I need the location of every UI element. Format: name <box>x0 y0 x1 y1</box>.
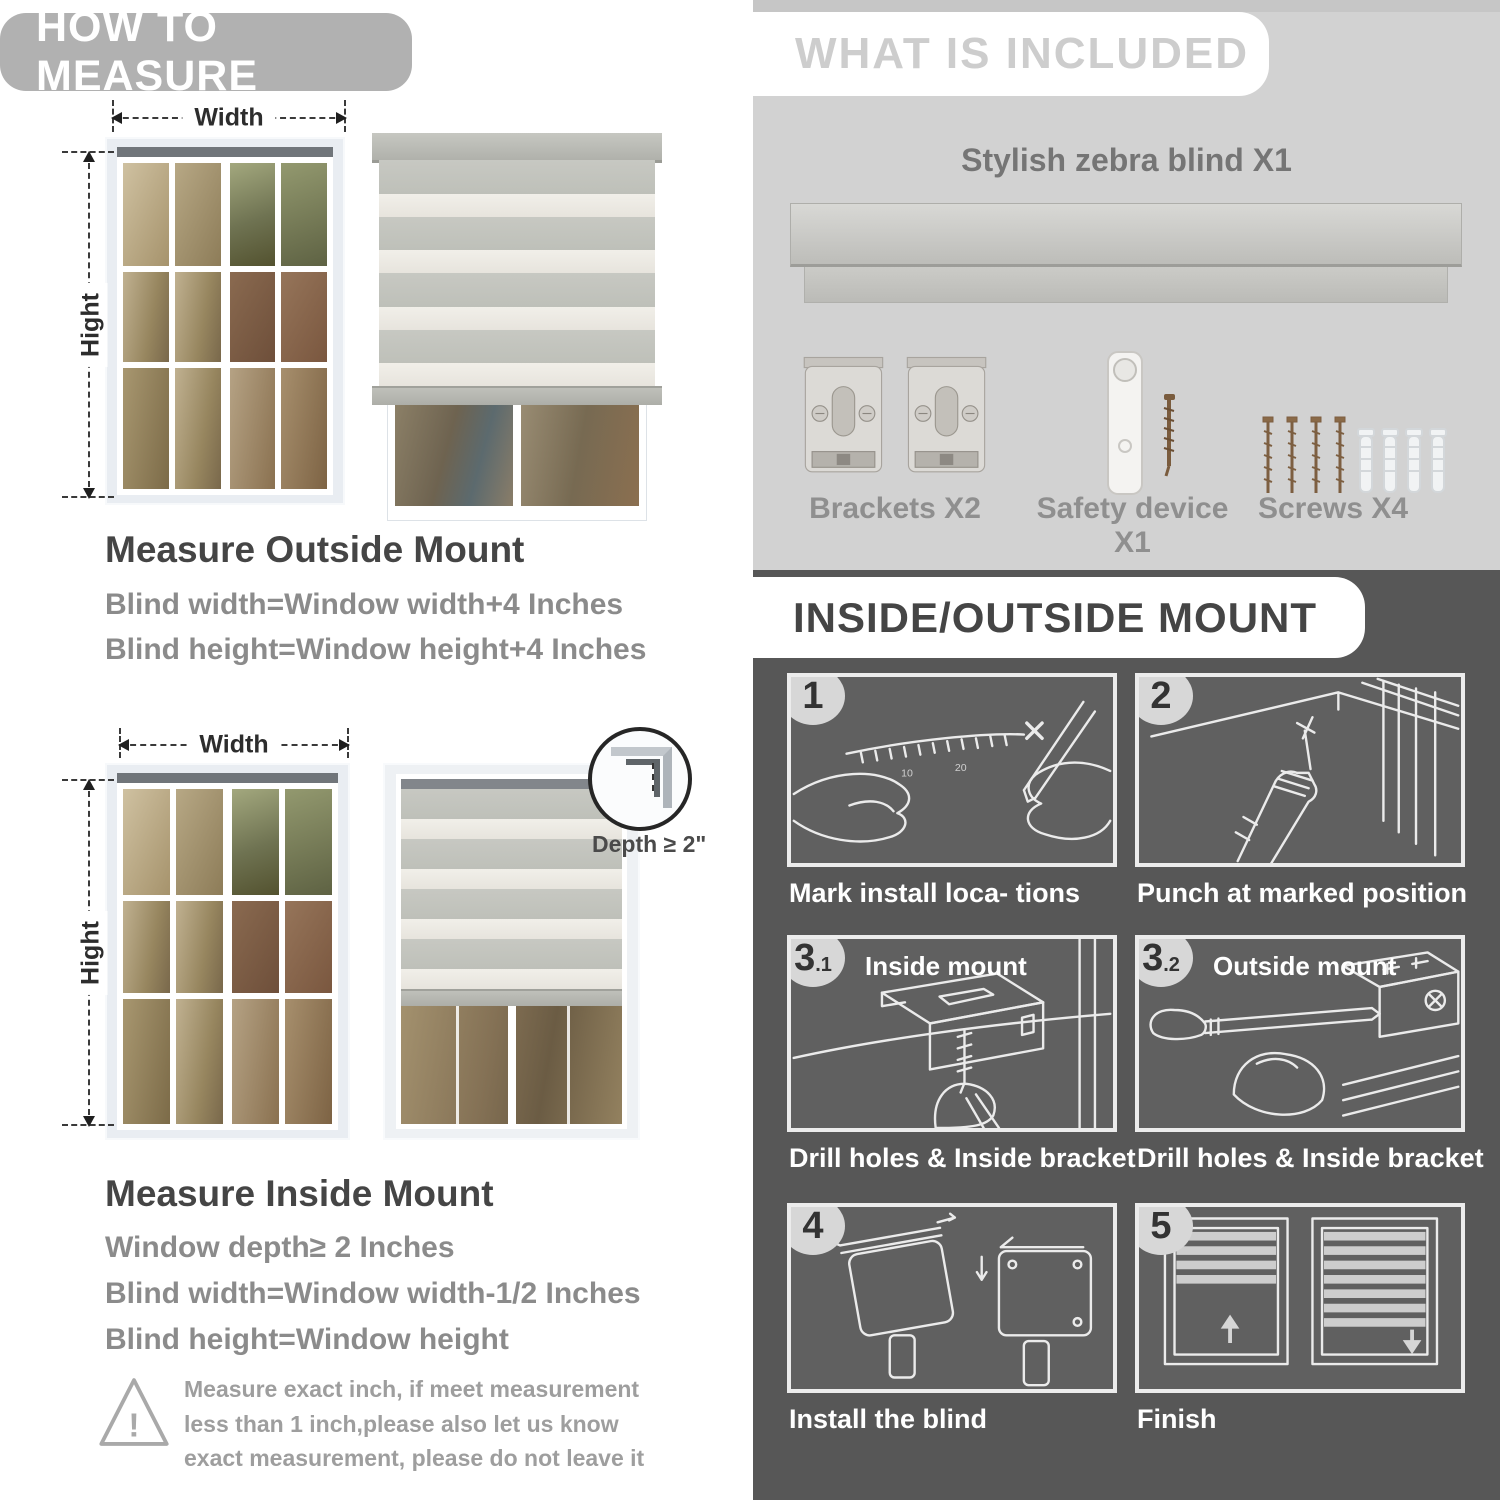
step-1-badge: 1 <box>787 673 845 725</box>
window-below-blind <box>388 385 646 520</box>
svg-text:!: ! <box>128 1407 140 1445</box>
included-top-strip <box>753 0 1500 12</box>
inside-mount-title: Measure Inside Mount <box>105 1173 494 1214</box>
step-1 <box>787 673 1117 913</box>
step-4-caption: Install the blind <box>789 1404 988 1434</box>
svg-text:10: 10 <box>901 767 913 780</box>
width-label-inside: Width <box>187 731 280 760</box>
inside-mount-tag: Inside mount <box>865 951 1027 981</box>
step-1-panel <box>787 673 1117 867</box>
inside-blind-rail <box>401 989 622 1006</box>
window-photo-inside <box>105 763 350 1140</box>
svg-text:20: 20 <box>954 761 967 774</box>
step-4 <box>787 1203 1117 1443</box>
outside-rule-height: Blind height=Window height+4 Inches <box>105 633 647 666</box>
blind-bottom-rail <box>372 386 662 405</box>
height-arrow-outside <box>76 153 105 497</box>
step-2-caption: Punch at marked position <box>1137 878 1468 908</box>
what-is-included-banner <box>753 12 1269 96</box>
step-2-panel <box>1135 673 1465 867</box>
blind-cassette <box>372 133 662 163</box>
step-3-1-badge: 3 .1 <box>787 935 845 987</box>
step-3-2 <box>1135 935 1484 1175</box>
measure-note: Measure exact inch, if meet measurement less than 1 inch,please also let us know exact measurement, please do not leave it <box>184 1376 645 1471</box>
how-to-measure-banner <box>0 3 412 100</box>
width-arrow-outside <box>113 103 345 132</box>
height-arrow-inside <box>76 781 105 1125</box>
inside-blind-fabric <box>401 789 622 989</box>
step-5-badge: 5 <box>1135 1203 1193 1255</box>
step-3-2-panel <box>1135 935 1465 1132</box>
step-5-panel <box>1135 1203 1465 1393</box>
step-3-2-badge: 3 .2 <box>1135 935 1193 987</box>
safety-device-icon <box>1088 348 1198 503</box>
height-label-outside: Hight <box>75 283 108 367</box>
depth-label: Depth ≥ 2" <box>592 831 707 857</box>
how-to-measure-title: HOW TO MEASURE <box>36 3 259 100</box>
outside-mount-tag: Outside mount <box>1213 951 1397 981</box>
inside-rule-height: Blind height=Window height <box>105 1323 509 1356</box>
height-label-inside: Hight <box>75 911 108 995</box>
brackets-label: Brackets X2 <box>809 492 981 525</box>
step-2 <box>1135 673 1468 913</box>
zebra-blind-inside-illustration <box>383 763 640 1140</box>
inside-rule-width: Blind width=Window width-1/2 Inches <box>105 1277 641 1310</box>
width-label-outside: Width <box>182 104 275 133</box>
inside-rule-depth: Window depth≥ 2 Inches <box>105 1231 455 1264</box>
screws-label: Screws X4 <box>1257 492 1409 525</box>
step-4-badge: 4 <box>787 1203 845 1255</box>
stylish-zebra-blind-label: Stylish zebra blind X1 <box>961 142 1292 178</box>
step-3-1-panel <box>787 935 1117 1132</box>
window-photo-outside <box>105 137 345 505</box>
outside-rule-width: Blind width=Window width+4 Inches <box>105 588 624 621</box>
depth-magnifier <box>588 727 692 831</box>
window-header-bar-2 <box>117 773 338 783</box>
headrail-image <box>790 203 1462 303</box>
warning-triangle-icon <box>96 1372 172 1452</box>
step-3-2-caption: Drill holes & Inside bracket <box>1137 1143 1484 1173</box>
safety-device-label: Safety device X1 <box>1036 492 1229 559</box>
step-3-1-caption: Drill holes & Inside bracket <box>789 1143 1136 1173</box>
step-5 <box>1135 1203 1465 1443</box>
step-1-caption: Mark install loca- tions <box>789 878 1081 908</box>
step-3-1 <box>787 935 1136 1175</box>
blind-fabric <box>379 160 655 386</box>
zebra-blind-outside-illustration <box>372 133 662 520</box>
width-arrow-inside <box>120 730 348 759</box>
window-header-bar <box>117 147 333 157</box>
step-4-panel <box>787 1203 1117 1393</box>
brackets-icon <box>802 355 988 481</box>
open-window-below-blind <box>401 1006 622 1124</box>
step-5-caption: Finish <box>1137 1404 1217 1434</box>
step-2-badge: 2 <box>1135 673 1193 725</box>
outside-mount-title: Measure Outside Mount <box>105 529 525 570</box>
inside-outside-mount-banner <box>753 577 1365 658</box>
what-is-included-title: WHAT IS INCLUDED <box>795 29 1250 78</box>
inside-outside-mount-title: INSIDE/OUTSIDE MOUNT <box>793 593 1318 641</box>
